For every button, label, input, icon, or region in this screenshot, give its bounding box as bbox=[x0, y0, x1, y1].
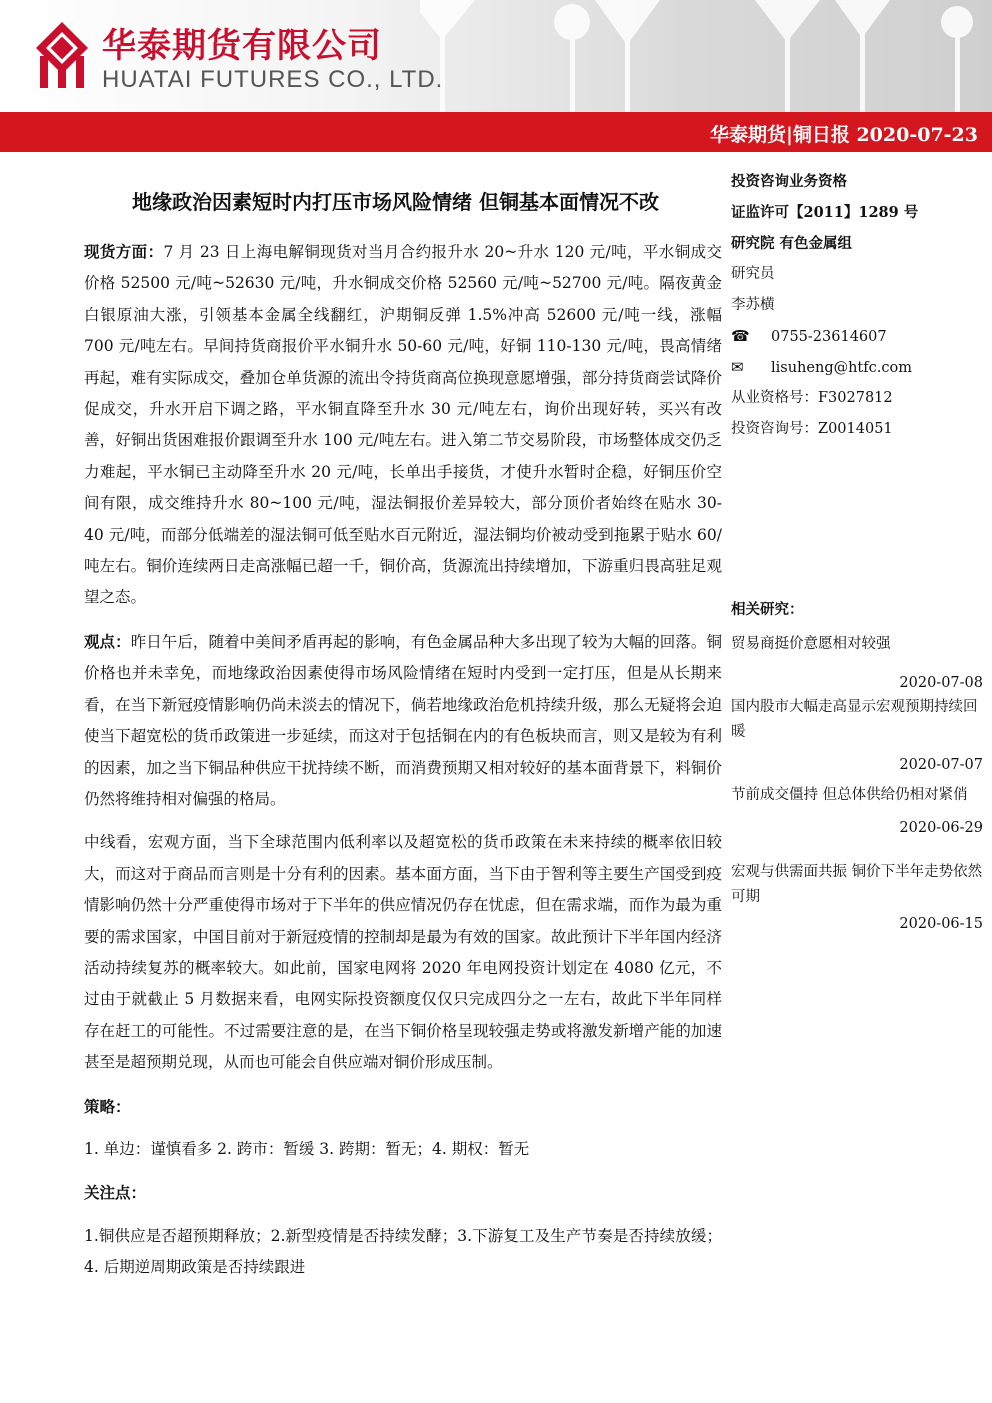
phone-icon: ☎ bbox=[731, 327, 750, 345]
spot-paragraph bbox=[84, 236, 722, 614]
view-label: 观点： bbox=[84, 631, 131, 651]
email-line bbox=[731, 352, 983, 383]
email-address[interactable]: lisuheng@htfc.com bbox=[771, 360, 912, 376]
related-item-date: 2020-06-15 bbox=[899, 916, 983, 932]
cert-line: 从业资格号：F3027812 bbox=[731, 390, 893, 406]
qualification-line: 投资咨询业务资格 bbox=[731, 173, 847, 190]
page-header bbox=[0, 0, 992, 118]
institute-line: 研究院 有色金属组 bbox=[731, 235, 853, 252]
related-item[interactable] bbox=[731, 632, 983, 696]
company-name-cn: 华泰期货有限公司 bbox=[102, 26, 382, 66]
phone-line bbox=[731, 321, 983, 352]
report-band-text: 华泰期货|铜日报 2020-07-23 bbox=[709, 124, 978, 146]
strategy-text: 1. 单边：谨慎看多 2. 跨市：暂缓 3. 跨期：暂无；4. 期权：暂无 bbox=[84, 1139, 530, 1158]
view-paragraph bbox=[84, 626, 722, 815]
focus-heading: 关注点： bbox=[84, 1183, 147, 1203]
main-content bbox=[84, 236, 722, 1284]
report-title: 地缘政治因素短时内打压市场风险情绪 但铜基本面情况不改 bbox=[132, 190, 659, 214]
header-decoration bbox=[420, 0, 992, 118]
envelope-icon: ✉ bbox=[731, 358, 744, 376]
role-line: 研究员 bbox=[731, 266, 775, 282]
company-name-en: HUATAI FUTURES CO., LTD. bbox=[102, 66, 444, 93]
sidebar bbox=[731, 166, 983, 445]
related-item-date: 2020-07-08 bbox=[899, 675, 983, 691]
focus-text: 1.铜供应是否超预期释放；2.新型疫情是否持续发酵；3.下游复工及生产节奏是否持续放缓；4. 后期逆周期政策是否持续跟进 bbox=[84, 1226, 722, 1277]
phone-number: 0755-23614607 bbox=[771, 329, 887, 345]
midterm-paragraph: 中线看，宏观方面，当下全球范围内低利率以及超宽松的货币政策在未来持续的概率依旧较大，而这对于商品而言则是十分有利的因素。基本面方面，当下由于智利等主要生产国受到疫情影响仍然十分严重使得市场对于下半年的供应情况仍存在忧虑，但在需求端，而作为最为重要的需求国家，中国目前对于新冠疫情的控制却是最为有效的国家。故此预计下半年国内经济活动持续复苏的概率较大。如此前，国家电网将 2020 年电网投资计划定在 4080 亿元，不过由于就截止 5 月数据来看，电网实际投资额度仅仅只完成四分之一左右，故此下半年同样存在赶工的可能性。不过需要注意的是，在当下铜价格呈现较强走势或将激发新增产能的加速甚至是超预期兑现，从而也可能会自供应端对铜价形成压制。 bbox=[84, 833, 722, 1072]
company-logo-icon bbox=[34, 20, 90, 90]
related-item-title: 节前成交僵持 但总体供给仍相对紧俏 bbox=[731, 787, 968, 803]
related-item-date: 2020-07-07 bbox=[899, 757, 983, 773]
related-item-date: 2020-06-29 bbox=[899, 820, 983, 836]
view-text: 昨日午后，随着中美间矛盾再起的影响，有色金属品种大多出现了较为大幅的回落。铜价格也并未幸免，而地缘政治因素使得市场风险情绪在短时内受到一定打压，但是从长期来看，在当下新冠疫情影响仍尚未淡去的情况下，倘若地缘政治危机持续升级，那么无疑将会迫使当下超宽松的货币政策进一步延续，而这对于包括铜在内的有色板块而言，则又是较为有利的因素，加之当下铜品种供应干扰持续不断，而消费预期又相对较好的基本面背景下，料铜价仍然将维持相对偏强的格局。 bbox=[84, 632, 722, 808]
related-item[interactable] bbox=[731, 860, 983, 937]
analyst-name: 李苏横 bbox=[731, 297, 775, 313]
spot-text: 7 月 23 日上海电解铜现货对当月合约报升水 20~升水 120 元/吨，平水铜成交价格 52500 元/吨~52630 元/吨，升水铜成交价格 52560 元/吨~52700 元/吨。隔夜黄金白银原油大涨，引领基本金属全线翻红，沪期铜反弹 1.5%冲高 52600 元/吨一线，涨幅 700 元/吨左右。早间持货商报价平水铜升水 50-60 元/吨，好铜 110-130 元/吨，畏高情绪再起，难有实际成交，叠加仓单货源的流出令持货商高位换现意愿增强，部分持货商尝试降价促成交，升水开启下调之路，平水铜直降至升水 30 元/吨左右，询价出现好转，买兴有改善，好铜出货困难报价跟调至升水 100 元/吨左右。进入第二节交易阶段，市场整体成交仍乏力难起，平水铜已主动降至升水 20 元/吨，长单出手接货，才使升水暂时企稳，好铜压价空间有限，成交维持升水 80~100 元/吨，湿法铜报价差异较大，部分顶价者始终在贴水 30-40 元/吨，而部分低端差的湿法铜可低至贴水百元附近，湿法铜均价被动受到拖累于贴水 60/吨左右。铜价连续两日走高涨幅已超一千，铜价高，货源流出持续增加，下游重归畏高驻足观望之态。 bbox=[84, 243, 722, 607]
related-item-title: 贸易商挺价意愿相对较强 bbox=[731, 636, 891, 652]
related-item[interactable] bbox=[731, 783, 983, 841]
related-item[interactable] bbox=[731, 695, 983, 778]
spot-label: 现货方面： bbox=[84, 242, 164, 261]
related-research-title: 相关研究： bbox=[731, 601, 804, 618]
strategy-heading: 策略： bbox=[84, 1096, 131, 1116]
license-line: 证监许可【2011】1289 号 bbox=[731, 204, 919, 221]
report-band bbox=[0, 112, 992, 152]
consult-line: 投资咨询号：Z0014051 bbox=[731, 421, 893, 437]
related-item-title: 国内股市大幅走高显示宏观预期持续回暖 bbox=[731, 699, 978, 740]
related-item-title: 宏观与供需面共振 铜价下半年走势依然可期 bbox=[731, 864, 983, 905]
